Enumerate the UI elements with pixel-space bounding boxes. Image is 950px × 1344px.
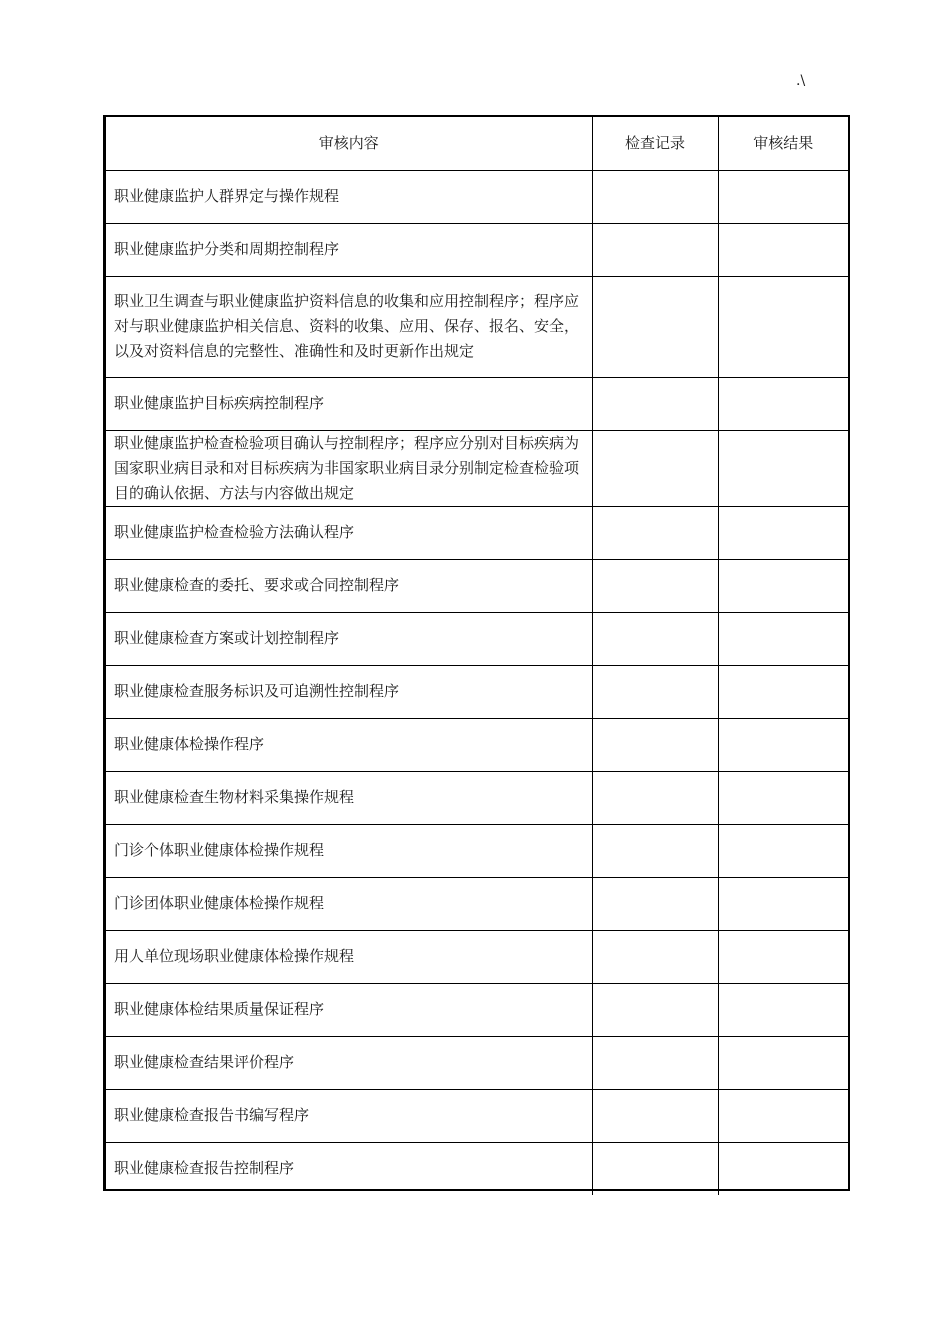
row-result-cell (718, 506, 848, 559)
row-record-cell (592, 506, 718, 559)
row-record-cell (592, 559, 718, 612)
row-content: 门诊团体职业健康体检操作规程 (106, 877, 592, 930)
table-row (106, 824, 848, 877)
row-record-cell (592, 612, 718, 665)
row-record-cell (592, 170, 718, 223)
table-row (106, 612, 848, 665)
row-result-cell (718, 559, 848, 612)
table-row (106, 771, 848, 824)
header-audit-result: 审核结果 (718, 117, 848, 170)
table-row (106, 983, 848, 1036)
table-row (106, 559, 848, 612)
row-content: 职业健康检查报告书编写程序 (106, 1089, 592, 1142)
row-record-cell (592, 718, 718, 771)
table-row (106, 276, 848, 377)
row-content: 职业健康检查方案或计划控制程序 (106, 612, 592, 665)
row-result-cell (718, 824, 848, 877)
row-content: 职业健康检查的委托、要求或合同控制程序 (106, 559, 592, 612)
row-record-cell (592, 276, 718, 377)
table-row (106, 377, 848, 430)
row-record-cell (592, 1142, 718, 1195)
row-result-cell (718, 930, 848, 983)
row-result-cell (718, 1089, 848, 1142)
row-record-cell (592, 665, 718, 718)
table-row (106, 1089, 848, 1142)
row-record-cell (592, 377, 718, 430)
row-result-cell (718, 877, 848, 930)
row-result-cell (718, 377, 848, 430)
row-result-cell (718, 223, 848, 276)
row-content: 职业健康检查报告控制程序 (106, 1142, 592, 1195)
header-audit-content: 审核内容 (106, 117, 592, 170)
row-result-cell (718, 430, 848, 506)
row-content: 用人单位现场职业健康体检操作规程 (106, 930, 592, 983)
row-content: 职业健康监护人群界定与操作规程 (106, 170, 592, 223)
table-row (106, 506, 848, 559)
table-row (106, 665, 848, 718)
row-record-cell (592, 430, 718, 506)
row-result-cell (718, 983, 848, 1036)
row-content: 职业卫生调查与职业健康监护资料信息的收集和应用控制程序；程序应对与职业健康监护相关信息、资料的收集、应用、保存、报名、安全，以及对资料信息的完整性、准确性和及时更新作出规定 (106, 276, 592, 377)
row-content: 职业健康监护分类和周期控制程序 (106, 223, 592, 276)
row-record-cell (592, 771, 718, 824)
row-result-cell (718, 612, 848, 665)
row-content: 门诊个体职业健康体检操作规程 (106, 824, 592, 877)
row-content: 职业健康监护检查检验方法确认程序 (106, 506, 592, 559)
row-content: 职业健康体检操作程序 (106, 718, 592, 771)
row-content: 职业健康检查生物材料采集操作规程 (106, 771, 592, 824)
row-result-cell (718, 170, 848, 223)
table-row (106, 877, 848, 930)
row-result-cell (718, 276, 848, 377)
row-result-cell (718, 771, 848, 824)
row-record-cell (592, 930, 718, 983)
table-row (106, 223, 848, 276)
audit-table-frame (103, 115, 850, 1191)
table-row (106, 170, 848, 223)
row-record-cell (592, 983, 718, 1036)
row-result-cell (718, 1142, 848, 1195)
row-record-cell (592, 1036, 718, 1089)
row-content: 职业健康监护检查检验项目确认与控制程序；程序应分别对目标疾病为国家职业病目录和对目标疾病为非国家职业病目录分别制定检查检验项目的确认依据、方法与内容做出规定 (106, 430, 592, 506)
header-inspection-record: 检查记录 (592, 117, 718, 170)
row-result-cell (718, 1036, 848, 1089)
row-result-cell (718, 718, 848, 771)
table-row (106, 430, 848, 506)
table-row (106, 930, 848, 983)
row-record-cell (592, 824, 718, 877)
table-row (106, 718, 848, 771)
page-corner-mark: .\ (796, 73, 806, 89)
row-content: 职业健康检查服务标识及可追溯性控制程序 (106, 665, 592, 718)
row-record-cell (592, 877, 718, 930)
table-header-row (106, 117, 848, 170)
row-content: 职业健康体检结果质量保证程序 (106, 983, 592, 1036)
audit-table (106, 117, 848, 1195)
row-result-cell (718, 665, 848, 718)
row-content: 职业健康监护目标疾病控制程序 (106, 377, 592, 430)
table-row (106, 1142, 848, 1195)
table-row (106, 1036, 848, 1089)
row-content: 职业健康检查结果评价程序 (106, 1036, 592, 1089)
row-record-cell (592, 1089, 718, 1142)
row-record-cell (592, 223, 718, 276)
